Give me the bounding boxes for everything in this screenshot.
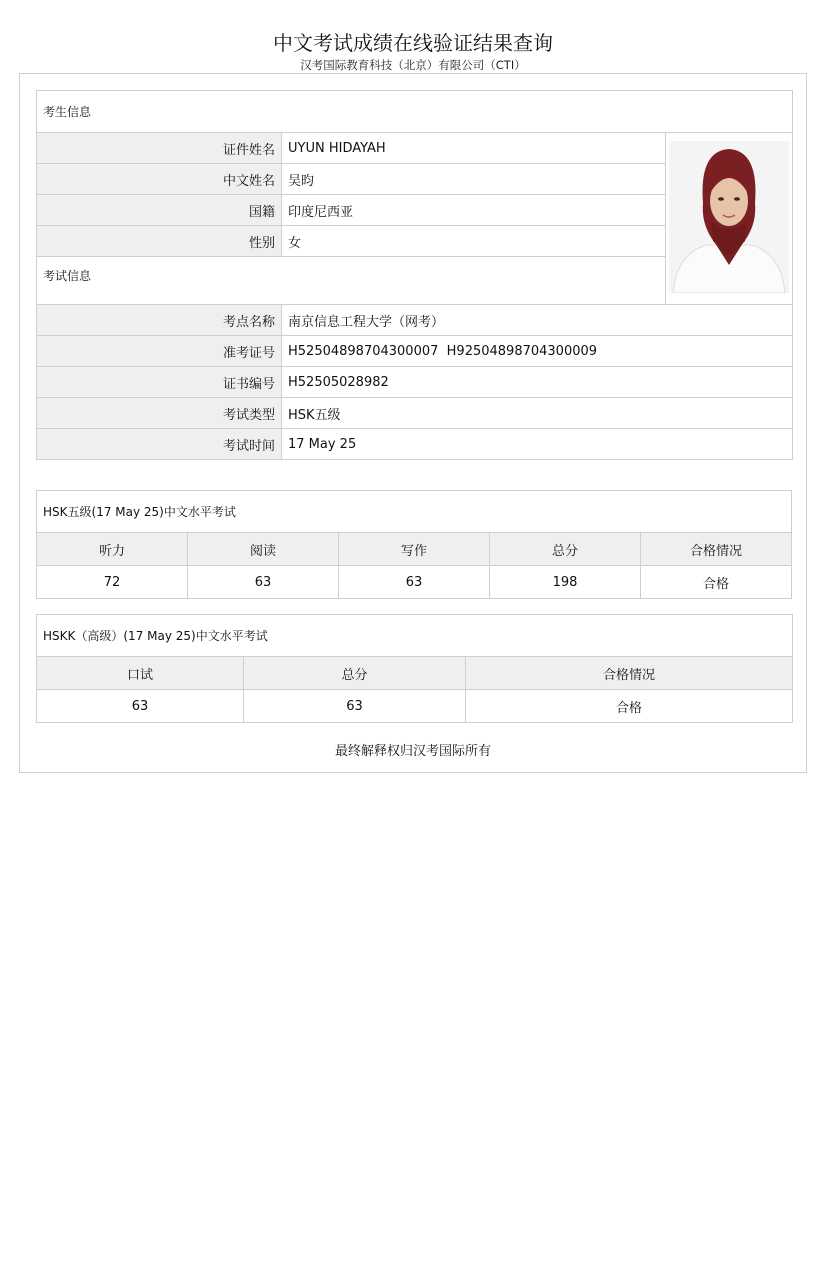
hsk-total-score: 198 bbox=[490, 566, 641, 599]
gender-label: 性别 bbox=[37, 226, 282, 257]
table-row bbox=[37, 657, 793, 690]
gender-value: 女 bbox=[282, 226, 666, 257]
hsk-header-writing: 写作 bbox=[339, 533, 490, 566]
cn-name-label: 中文姓名 bbox=[37, 164, 282, 195]
cert-no-label: 证书编号 bbox=[37, 367, 282, 398]
exam-type-label: 考试类型 bbox=[37, 398, 282, 429]
table-row bbox=[37, 566, 792, 599]
hsk-header-result: 合格情况 bbox=[641, 533, 792, 566]
nationality-value: 印度尼西亚 bbox=[282, 195, 666, 226]
exam-type-value: HSK五级 bbox=[282, 398, 793, 429]
candidate-photo bbox=[666, 133, 793, 305]
table-row bbox=[37, 367, 793, 398]
hskk-header-result: 合格情况 bbox=[466, 657, 793, 690]
hskk-total-score: 63 bbox=[244, 690, 466, 723]
table-row bbox=[37, 305, 793, 336]
page-title: 中文考试成绩在线验证结果查询 bbox=[273, 31, 553, 55]
candidate-section-label: 考生信息 bbox=[37, 91, 793, 133]
table-row bbox=[37, 398, 793, 429]
page-subtitle: 汉考国际教育科技（北京）有限公司（CTI） bbox=[300, 58, 526, 72]
hsk-result: 合格 bbox=[641, 566, 792, 599]
portrait-image bbox=[669, 141, 789, 293]
cert-name-value: UYUN HIDAYAH bbox=[282, 133, 666, 164]
hsk-caption: HSK五级(17 May 25)中文水平考试 bbox=[37, 491, 792, 533]
admission-label: 准考证号 bbox=[37, 336, 282, 367]
exam-date-label: 考试时间 bbox=[37, 429, 282, 460]
hsk-listening-score: 72 bbox=[37, 566, 188, 599]
cert-name-label: 证件姓名 bbox=[37, 133, 282, 164]
venue-value: 南京信息工程大学（网考） bbox=[282, 305, 793, 336]
table-row bbox=[37, 336, 793, 367]
table-row bbox=[37, 690, 793, 723]
hskk-score-table bbox=[36, 614, 793, 723]
exam-section-label: 考试信息 bbox=[37, 257, 666, 305]
hsk-header-total: 总分 bbox=[490, 533, 641, 566]
hskk-header-total: 总分 bbox=[244, 657, 466, 690]
hsk-score-table bbox=[36, 490, 792, 599]
hsk-writing-score: 63 bbox=[339, 566, 490, 599]
hskk-caption: HSKK（高级）(17 May 25)中文水平考试 bbox=[37, 615, 793, 657]
hskk-oral-score: 63 bbox=[37, 690, 244, 723]
candidate-info-table bbox=[36, 90, 793, 460]
footer-note: 最终解释权归汉考国际所有 bbox=[334, 744, 491, 759]
admission-value: H52504898704300007 H92504898704300009 bbox=[282, 336, 793, 367]
hsk-header-reading: 阅读 bbox=[188, 533, 339, 566]
table-row bbox=[37, 533, 792, 566]
hskk-header-oral: 口试 bbox=[37, 657, 244, 690]
venue-label: 考点名称 bbox=[37, 305, 282, 336]
hsk-header-listening: 听力 bbox=[37, 533, 188, 566]
table-row bbox=[37, 133, 793, 164]
cn-name-value: 吴昀 bbox=[282, 164, 666, 195]
table-row bbox=[37, 429, 793, 460]
exam-date-value: 17 May 25 bbox=[282, 429, 793, 460]
cert-no-value: H52505028982 bbox=[282, 367, 793, 398]
nationality-label: 国籍 bbox=[37, 195, 282, 226]
hskk-result: 合格 bbox=[466, 690, 793, 723]
hsk-reading-score: 63 bbox=[188, 566, 339, 599]
